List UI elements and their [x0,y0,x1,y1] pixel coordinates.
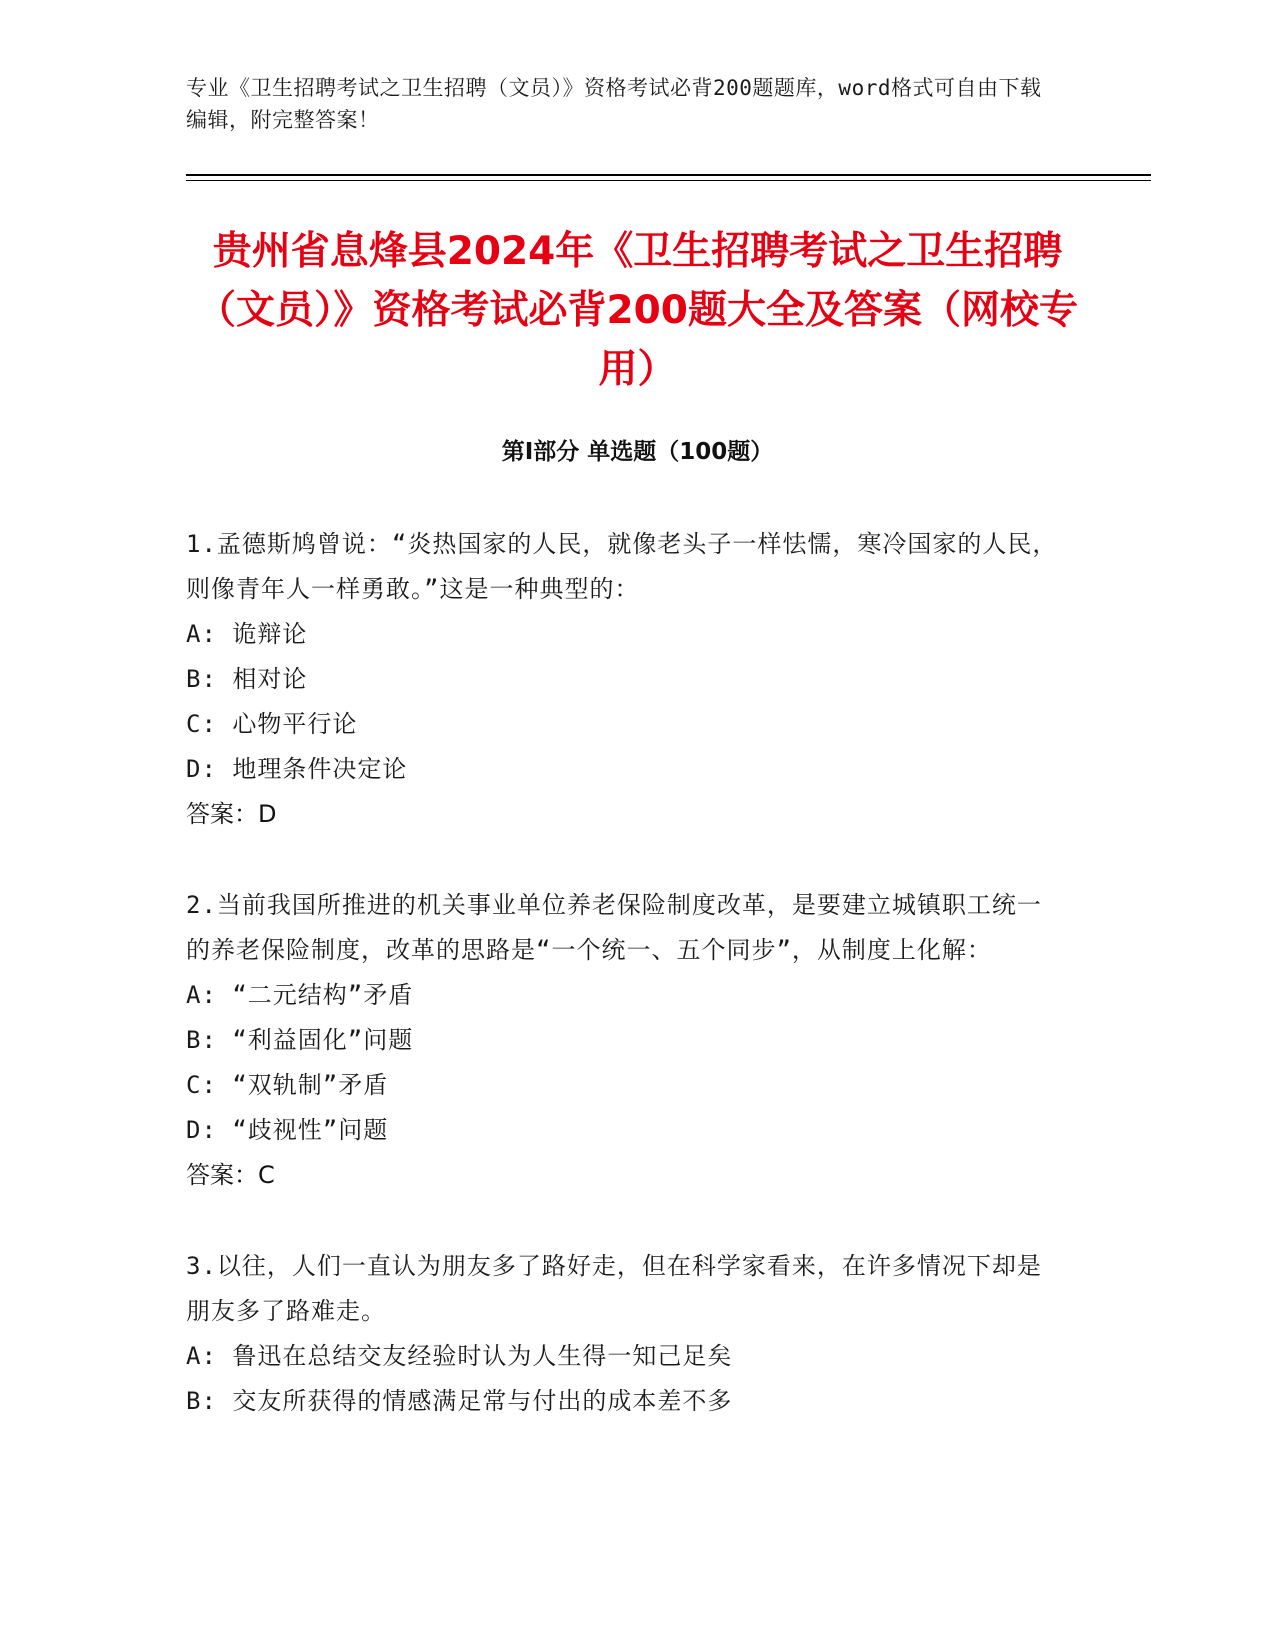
option-a: A: 鲁迅在总结交友经验时认为人生得一知己足矣 [186,1342,733,1370]
answer: 答案：C [186,1161,275,1189]
header-rule-thin [186,180,1151,181]
option-d: D: 地理条件决定论 [186,755,408,783]
question-list [186,522,1066,1470]
option-b: B: 相对论 [186,665,308,693]
answer: 答案：D [186,800,277,828]
option-a: A: “二元结构”矛盾 [186,981,414,1009]
question-1 [186,522,1066,837]
question-stem: 2.当前我国所推进的机关事业单位养老保险制度改革，是要建立城镇职工统一的养老保险制度，改革的思路是“一个统一、五个同步”，从制度上化解： [186,891,1042,964]
option-d: D: “歧视性”问题 [186,1116,389,1144]
document-title: 贵州省息烽县2024年《卫生招聘考试之卫生招聘（文员）》资格考试必背200题大全及答案（网校专用） [197,229,1078,392]
option-a: A: 诡辩论 [186,620,308,648]
section-title: 第Ⅰ部分 单选题（100题） [501,439,774,465]
header-note: 专业《卫生招聘考试之卫生招聘（文员）》资格考试必背200题题库，word格式可自由下载编辑，附完整答案！ [186,76,1042,132]
question-2 [186,883,1066,1198]
question-stem: 1.孟德斯鸠曾说：“炎热国家的人民，就像老头子一样怯懦，寒冷国家的人民，则像青年人一样勇敢。”这是一种典型的： [186,530,1058,603]
option-c: C: “双轨制”矛盾 [186,1071,389,1099]
option-b: B: 交友所获得的情感满足常与付出的成本差不多 [186,1387,733,1415]
option-b: B: “利益固化”问题 [186,1026,414,1054]
question-3 [186,1244,1066,1424]
header-rule-thick [186,174,1151,176]
question-stem: 3.以往，人们一直认为朋友多了路好走，但在科学家看来，在许多情况下却是朋友多了路难走。 [186,1252,1042,1325]
option-c: C: 心物平行论 [186,710,358,738]
